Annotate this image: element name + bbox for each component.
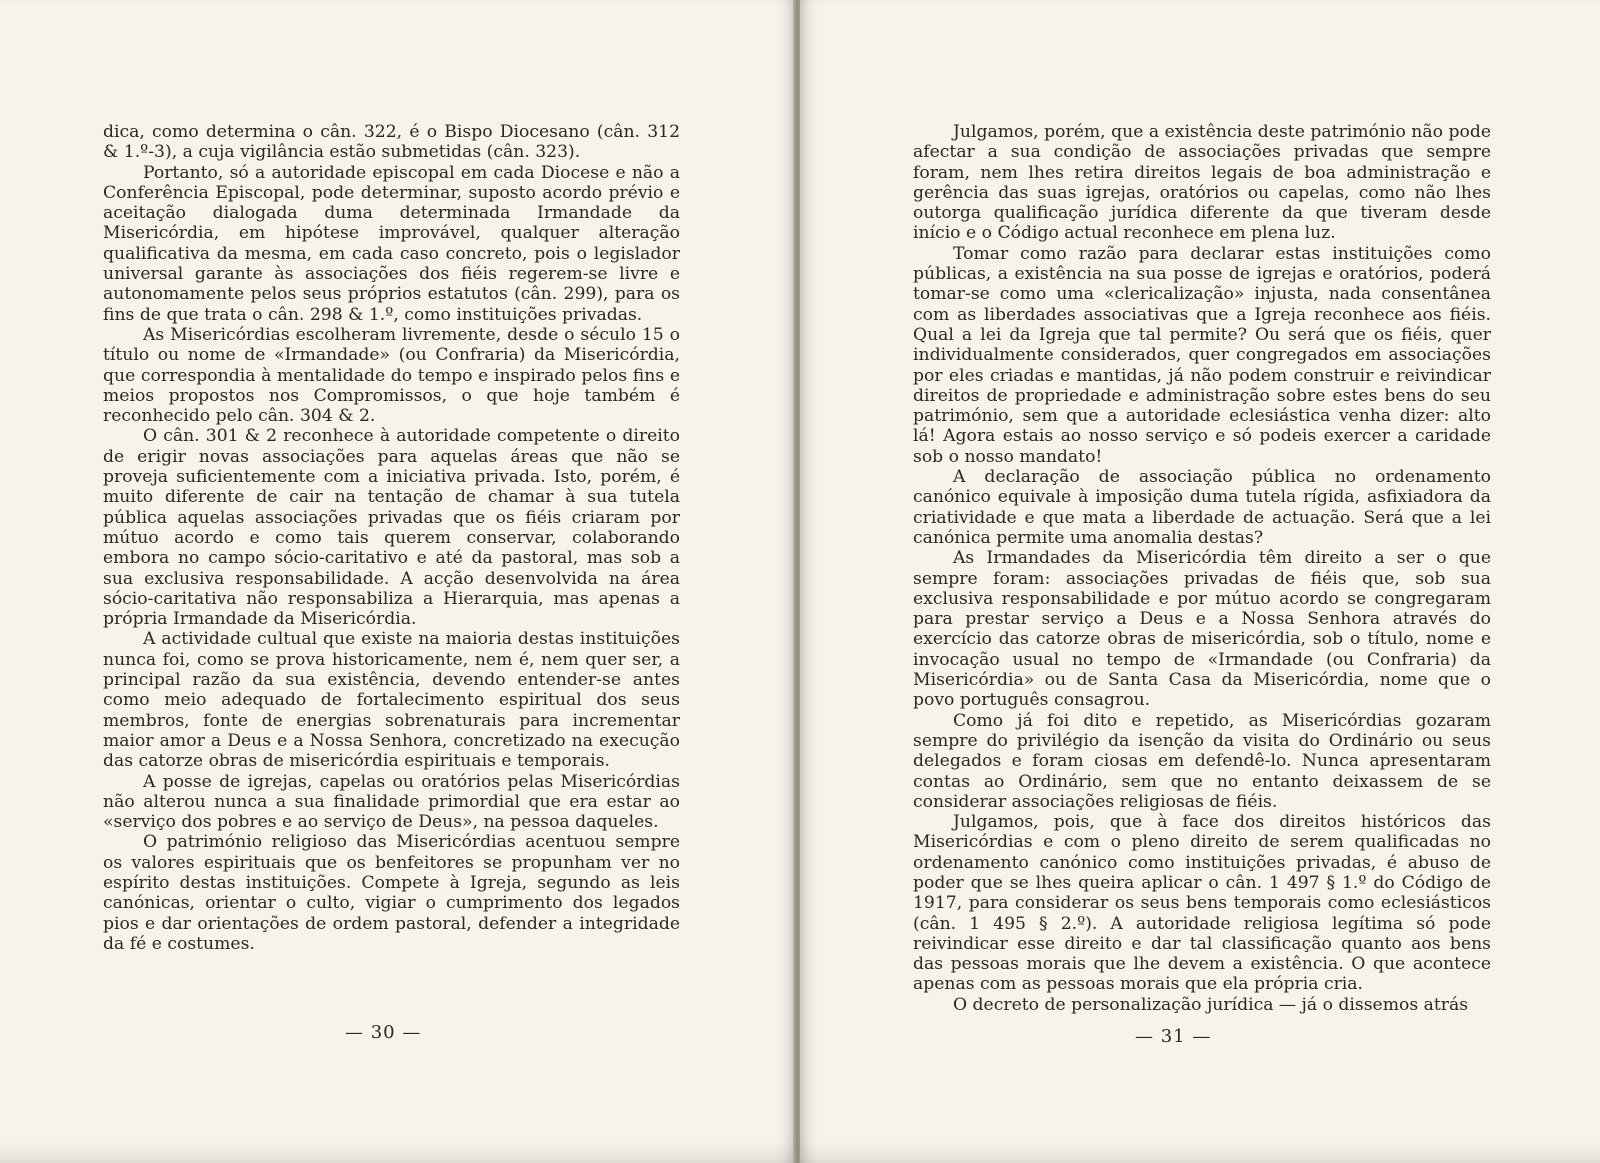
page-edge-shadow <box>800 1141 1600 1163</box>
paragraph: O património religioso das Misericórdias acentuou sempre os valores espirituais que os benfeitores se propunham ver no espírito destas instituições. Compete à Igreja, segundo as leis canónicas, orientar o culto, vigiar o cumprimento dos legados pios e dar orientações de ordem pastoral, defender a integridade da fé e costumes. <box>103 832 680 954</box>
paragraph: Julgamos, porém, que a existência deste património não pode afectar a sua condição de associações privadas que sempre foram, nem lhes retira direitos legais de boa administração e gerência das suas igrejas, oratórios ou capelas, como não lhes outorga qualificação jurídica diferente da que tiveram desde início e o Código actual reconhece em plena luz. <box>913 122 1491 244</box>
paragraph: O decreto de personalização jurídica — já o dissemos atrás <box>953 994 1469 1015</box>
paragraph: Julgamos, pois, que à face dos direitos históricos das Misericórdias e com o pleno direito de serem qualificadas no ordenamento canónico como instituições privadas, é abuso de poder que se lhes queira aplicar o cân. 1 497 § 1.º do Código de 1917, para considerar os seus bens temporais como eclesiásticos (cân. 1 495 § 2.º). A autoridade religiosa legítima só pode reivindicar esse direito e dar tal classificação quanto aos bens das pessoas morais que lhe devem a existência. O que acontece apenas com as pessoas morais que ela própria cria. <box>913 812 1491 995</box>
paragraph: A actividade cultual que existe na maioria destas instituições nunca foi, como se prova historicamente, nem é, nem quer ser, a principal razão da sua existência, devendo entender-se antes como meio adequado de fortalecimento espiritual dos seus membros, fonte de energias sobrenaturais para incrementar maior amor a Deus e a Nossa Senhora, concretizado na execução das catorze obras de misericórdia espirituais e temporais. <box>103 629 680 772</box>
paragraph: As Irmandades da Misericórdia têm direito a ser o que sempre foram: associações privadas de fiéis que, sob sua exclusiva responsabilidade e por mútuo acordo se congregaram para prestar serviço a Deus e a Nossa Senhora através do exercício das catorze obras de misericórdia, sob o título, nome e invocação usual no tempo de «Irmandade (ou Confraria) da Misericórdia» ou de Santa Casa da Misericórdia, nome que o povo português consagrou. <box>913 548 1491 711</box>
right-page-text <box>913 122 1491 1015</box>
paragraph: dica, como determina o cân. 322, é o Bispo Diocesano (cân. 312 & 1.º-3), a cuja vigilância estão submetidas (cân. 323). <box>103 122 680 163</box>
left-page-text <box>103 122 680 954</box>
paragraph: Portanto, só a autoridade episcopal em cada Diocese e não a Conferência Episcopal, pode determinar, suposto acordo prévio e aceitação dialogada duma determinada Irmandade da Misericórdia, em hipótese improvável, qualquer alteração qualificativa da mesma, em cada caso concreto, pois o legislador universal garante às associações dos fiéis regerem-se livre e autonomamente pelos seus próprios estatutos (cân. 299), para os fins de que trata o cân. 298 & 1.º, como instituições privadas. <box>103 162 680 325</box>
page-number: — 31 — <box>1135 1026 1212 1047</box>
paragraph: A posse de igrejas, capelas ou oratórios pelas Misericórdias não alterou nunca a sua finalidade primordial que era estar ao «serviço dos pobres e ao serviço de Deus», na pessoa daqueles. <box>103 771 680 833</box>
page-number: — 30 — <box>345 1022 422 1043</box>
paragraph: As Misericórdias escolheram livremente, desde o século 15 o título ou nome de «Irmandade» (ou Confraria) da Misericórdia, que correspondia à mentalidade do tempo e inspirado pelos fins e meios propostos nos Compromissos, o que hoje também é reconhecido pelo cân. 304 & 2. <box>103 324 680 427</box>
paragraph: Como já foi dito e repetido, as Misericórdias gozaram sempre do privilégio da isenção da visita do Ordinário ou seus delegados e foram ciosas em defendê-lo. Nunca apresentaram contas ao Ordinário, sem que no entanto deixassem de se considerar associações religiosas de fiéis. <box>913 710 1491 812</box>
paragraph: A declaração de associação pública no ordenamento canónico equivale à imposição duma tutela rígida, asfixiadora da criatividade e que mata a liberdade de actuação. Será que a lei canónica permite uma anomalia destas? <box>913 467 1491 548</box>
page-edge-shadow <box>0 1141 795 1163</box>
left-page <box>0 0 795 1163</box>
right-page <box>800 0 1600 1163</box>
paragraph: O cân. 301 & 2 reconhece à autoridade competente o direito de erigir novas associações para aquelas áreas que não se proveja suficientemente com a iniciativa privada. Isto, porém, é muito diferente de cair na tentação de chamar à sua tutela pública aquelas associações privadas que os fiéis criaram por mútuo acordo e como tais querem conservar, colaborando embora no campo sócio-caritativo e até da pastoral, mas sob a sua exclusiva responsabilidade. A acção desenvolvida na área sócio-caritativa não responsabiliza a Hierarquia, mas apenas a própria Irmandade da Misericórdia. <box>103 426 680 630</box>
paragraph: Tomar como razão para declarar estas instituições como públicas, a existência na sua posse de igrejas e oratórios, poderá tomar-se como uma «clericalização» injusta, nada consentânea com as liberdades associativas que a Igreja reconhece aos fiéis. Qual a lei da Igreja que tal permite? Ou será que os fiéis, quer individualmente considerados, quer congregados em associações por eles criadas e mantidas, já não podem construir e reivindicar direitos de propriedade e administração sobre estes bens do seu património, sem que a autoridade eclesiástica venha dizer: alto lá! Agora estais ao nosso serviço e só podeis exercer a caridade sob o nosso mandato! <box>913 243 1491 467</box>
